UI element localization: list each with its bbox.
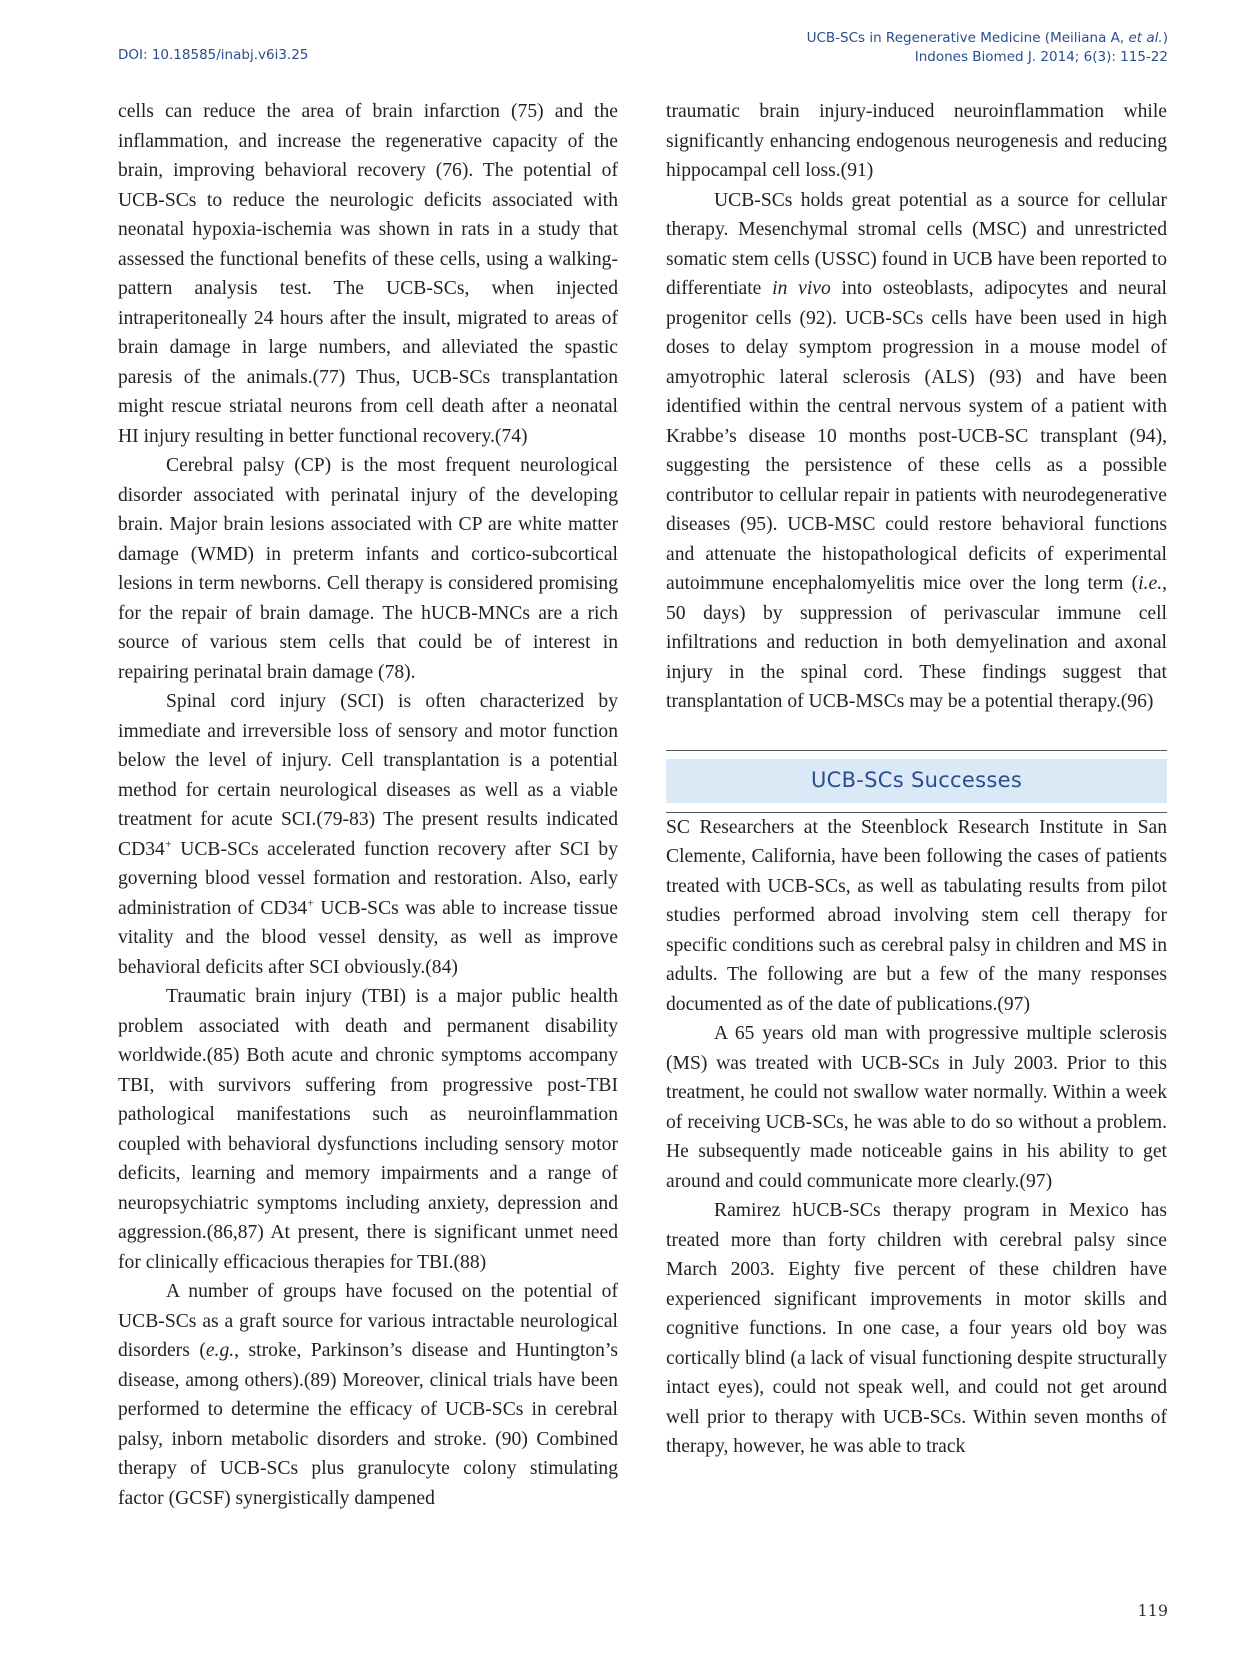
therapy-text-c: , 50 days) by suppression of perivascular immune cell infiltrations and reduction in both demyelination and axonal injury in the spinal cord. These findings suggest that transplantation of UCB-MSCs may be a potential therapy.(96) bbox=[666, 573, 1167, 712]
cd34-superscript: + bbox=[307, 894, 314, 909]
sci-text-a: Spinal cord injury (SCI) is often characterized by immediate and irreversible loss of sensory and motor function below the level of injury. Cell transplantation is a potential method for certain neurological diseases as well as a viable treatment for acute SCI.(79-83) The present results indicated CD34 bbox=[118, 691, 618, 860]
therapy-in-vivo: in vivo bbox=[772, 278, 831, 299]
therapy-text-a: UCB-SCs holds great potential as a source for cellular therapy. Mesenchymal stromal cells (MSC) and unrestricted somatic stem cells (USSC) found in UCB have been reported to differentiate bbox=[666, 189, 1167, 299]
paragraph-spinal-cord-injury bbox=[118, 687, 618, 982]
section-heading-box bbox=[666, 750, 1167, 813]
therapy-ie: i.e. bbox=[1138, 573, 1163, 594]
paragraph-cerebral-palsy: Cerebral palsy (CP) is the most frequent neurological disorder associated with perinatal injury of the developing brain. Major brain lesions associated with CP are white matter damage (WMD) in preterm infants and cortico-subcortical lesions in term newborns. Cell therapy is considered promising for the repair of brain damage. The hUCB-MNCs are a rich source of various stem cells that could be of interest in repairing perinatal brain damage (78). bbox=[118, 455, 618, 683]
sci-text-c: UCB-SCs was able to increase tissue vitality and the blood vessel density, as well as improve behavioral deficits after SCI obviously.(84) bbox=[118, 897, 619, 978]
running-title-etal: et al. bbox=[1128, 30, 1163, 46]
journal-citation: Indones Biomed J. 2014; 6(3): 115-22 bbox=[914, 49, 1168, 65]
running-title-close: ) bbox=[1162, 30, 1168, 46]
right-column bbox=[666, 97, 1167, 1462]
cd34-superscript: + bbox=[164, 835, 172, 850]
paragraph-ramirez-program: Ramirez hUCB-SCs therapy program in Mexico has treated more than forty children with cerebral palsy since March 2003. Eighty five percent of these children have experienced significant improvements in motor skills and cognitive functions. In one case, a four years old boy was cortically blind (a lack of visual functioning despite structurally intact eyes), could not speak well, and could not get around well prior to therapy with UCB-SCs. Within seven months of therapy, however, he was able to track bbox=[666, 1200, 1167, 1457]
graft-text-b: , stroke, Parkinson’s disease and Huntington’s disease, among others).(89) Moreover, clinical trials have been performed to determine the efficacy of UCB-SCs in cerebral palsy, inborn metabolic disorders and stroke. (90) Combined therapy of UCB-SCs plus granulocyte colony stimulating factor (GCSF) synergistically dampened bbox=[118, 1340, 618, 1509]
left-column bbox=[118, 97, 618, 1513]
sci-text-b: UCB-SCs accelerated function recovery after SCI by governing blood vessel formation and restoration. Also, early administration of CD34 bbox=[118, 838, 618, 919]
paragraph-cellular-therapy bbox=[666, 186, 1167, 717]
therapy-text-b: into osteoblasts, adipocytes and neural progenitor cells (92). UCB-SCs cells have been used in high doses to delay symptom progression in a mouse model of amyotrophic lateral sclerosis (ALS) (93) and have been identified within the central nervous system of a patient with Krabbe’s disease 10 months post-UCB-SC transplant (94), suggesting the persistence of these cells as a possible contributor to cellular repair in patients with neurodegenerative diseases (95). UCB-MSC could restore behavioral functions and attenuate the histopathological deficits of experimental autoimmune encephalomyelitis mice over the long term ( bbox=[666, 278, 1167, 594]
paragraph-neuroinflammation: traumatic brain injury-induced neuroinflammation while significantly enhancing endogenous neurogenesis and reducing hippocampal cell loss.(91) bbox=[666, 101, 1167, 181]
paragraph-graft-source bbox=[118, 1277, 618, 1513]
page-number: 119 bbox=[1137, 1601, 1168, 1620]
running-title bbox=[807, 29, 1168, 48]
paragraph-steenblock: SC Researchers at the Steenblock Research Institute in San Clemente, California, have been following the cases of patients treated with UCB-SCs, as well as tabulating results from pilot studies performed abroad involving stem cell therapy for specific conditions such as cerebral palsy in children and MS in adults. The following are but a few of the many responses documented as of the date of publications.(97) bbox=[666, 816, 1167, 1015]
doi-header: DOI: 10.18585/inabj.v6i3.25 bbox=[118, 47, 309, 63]
graft-eg: e.g. bbox=[205, 1340, 235, 1361]
running-header bbox=[807, 29, 1168, 67]
paragraph-brain-infarction: cells can reduce the area of brain infarction (75) and the inflammation, and increase the regenerative capacity of the brain, improving behavioral recovery (76). The potential of UCB-SCs to reduce the neurologic deficits associated with neonatal hypoxia-ischemia was shown in rats in a study that assessed the functional benefits of these cells, using a walking-pattern analysis test. The UCB-SCs, when injected intraperitoneally 24 hours after the insult, migrated to areas of brain damage in large numbers, and alleviated the spastic paresis of the animals.(77) Thus, UCB-SCs transplantation might rescue striatal neurons from cell death after a neonatal HI injury resulting in better functional recovery.(74) bbox=[118, 101, 618, 447]
paragraph-ms-case: A 65 years old man with progressive multiple sclerosis (MS) was treated with UCB-SCs in July 2003. Prior to this treatment, he could not swallow water normally. Within a week of receiving UCB-SCs, he was able to do so without a problem. He subsequently made noticeable gains in his ability to get around and could communicate more clearly.(97) bbox=[666, 1023, 1167, 1192]
running-title-main: UCB-SCs in Regenerative Medicine (Meiliana A, bbox=[806, 30, 1129, 46]
section-title: UCB-SCs Successes bbox=[666, 759, 1167, 803]
graft-text-a: A number of groups have focused on the potential of UCB-SCs as a graft source for various intractable neurological disorders ( bbox=[118, 1281, 618, 1361]
paragraph-traumatic-brain-injury: Traumatic brain injury (TBI) is a major public health problem associated with death and permanent disability worldwide.(85) Both acute and chronic symptoms accompany TBI, with survivors suffering from progressive post-TBI pathological manifestations such as neuroinflammation coupled with behavioral dysfunctions including sensory motor deficits, learning and memory impairments and a range of neuropsychiatric symptoms including anxiety, depression and aggression.(86,87) At present, there is significant unmet need for clinically efficacious therapies for TBI.(88) bbox=[118, 986, 618, 1273]
